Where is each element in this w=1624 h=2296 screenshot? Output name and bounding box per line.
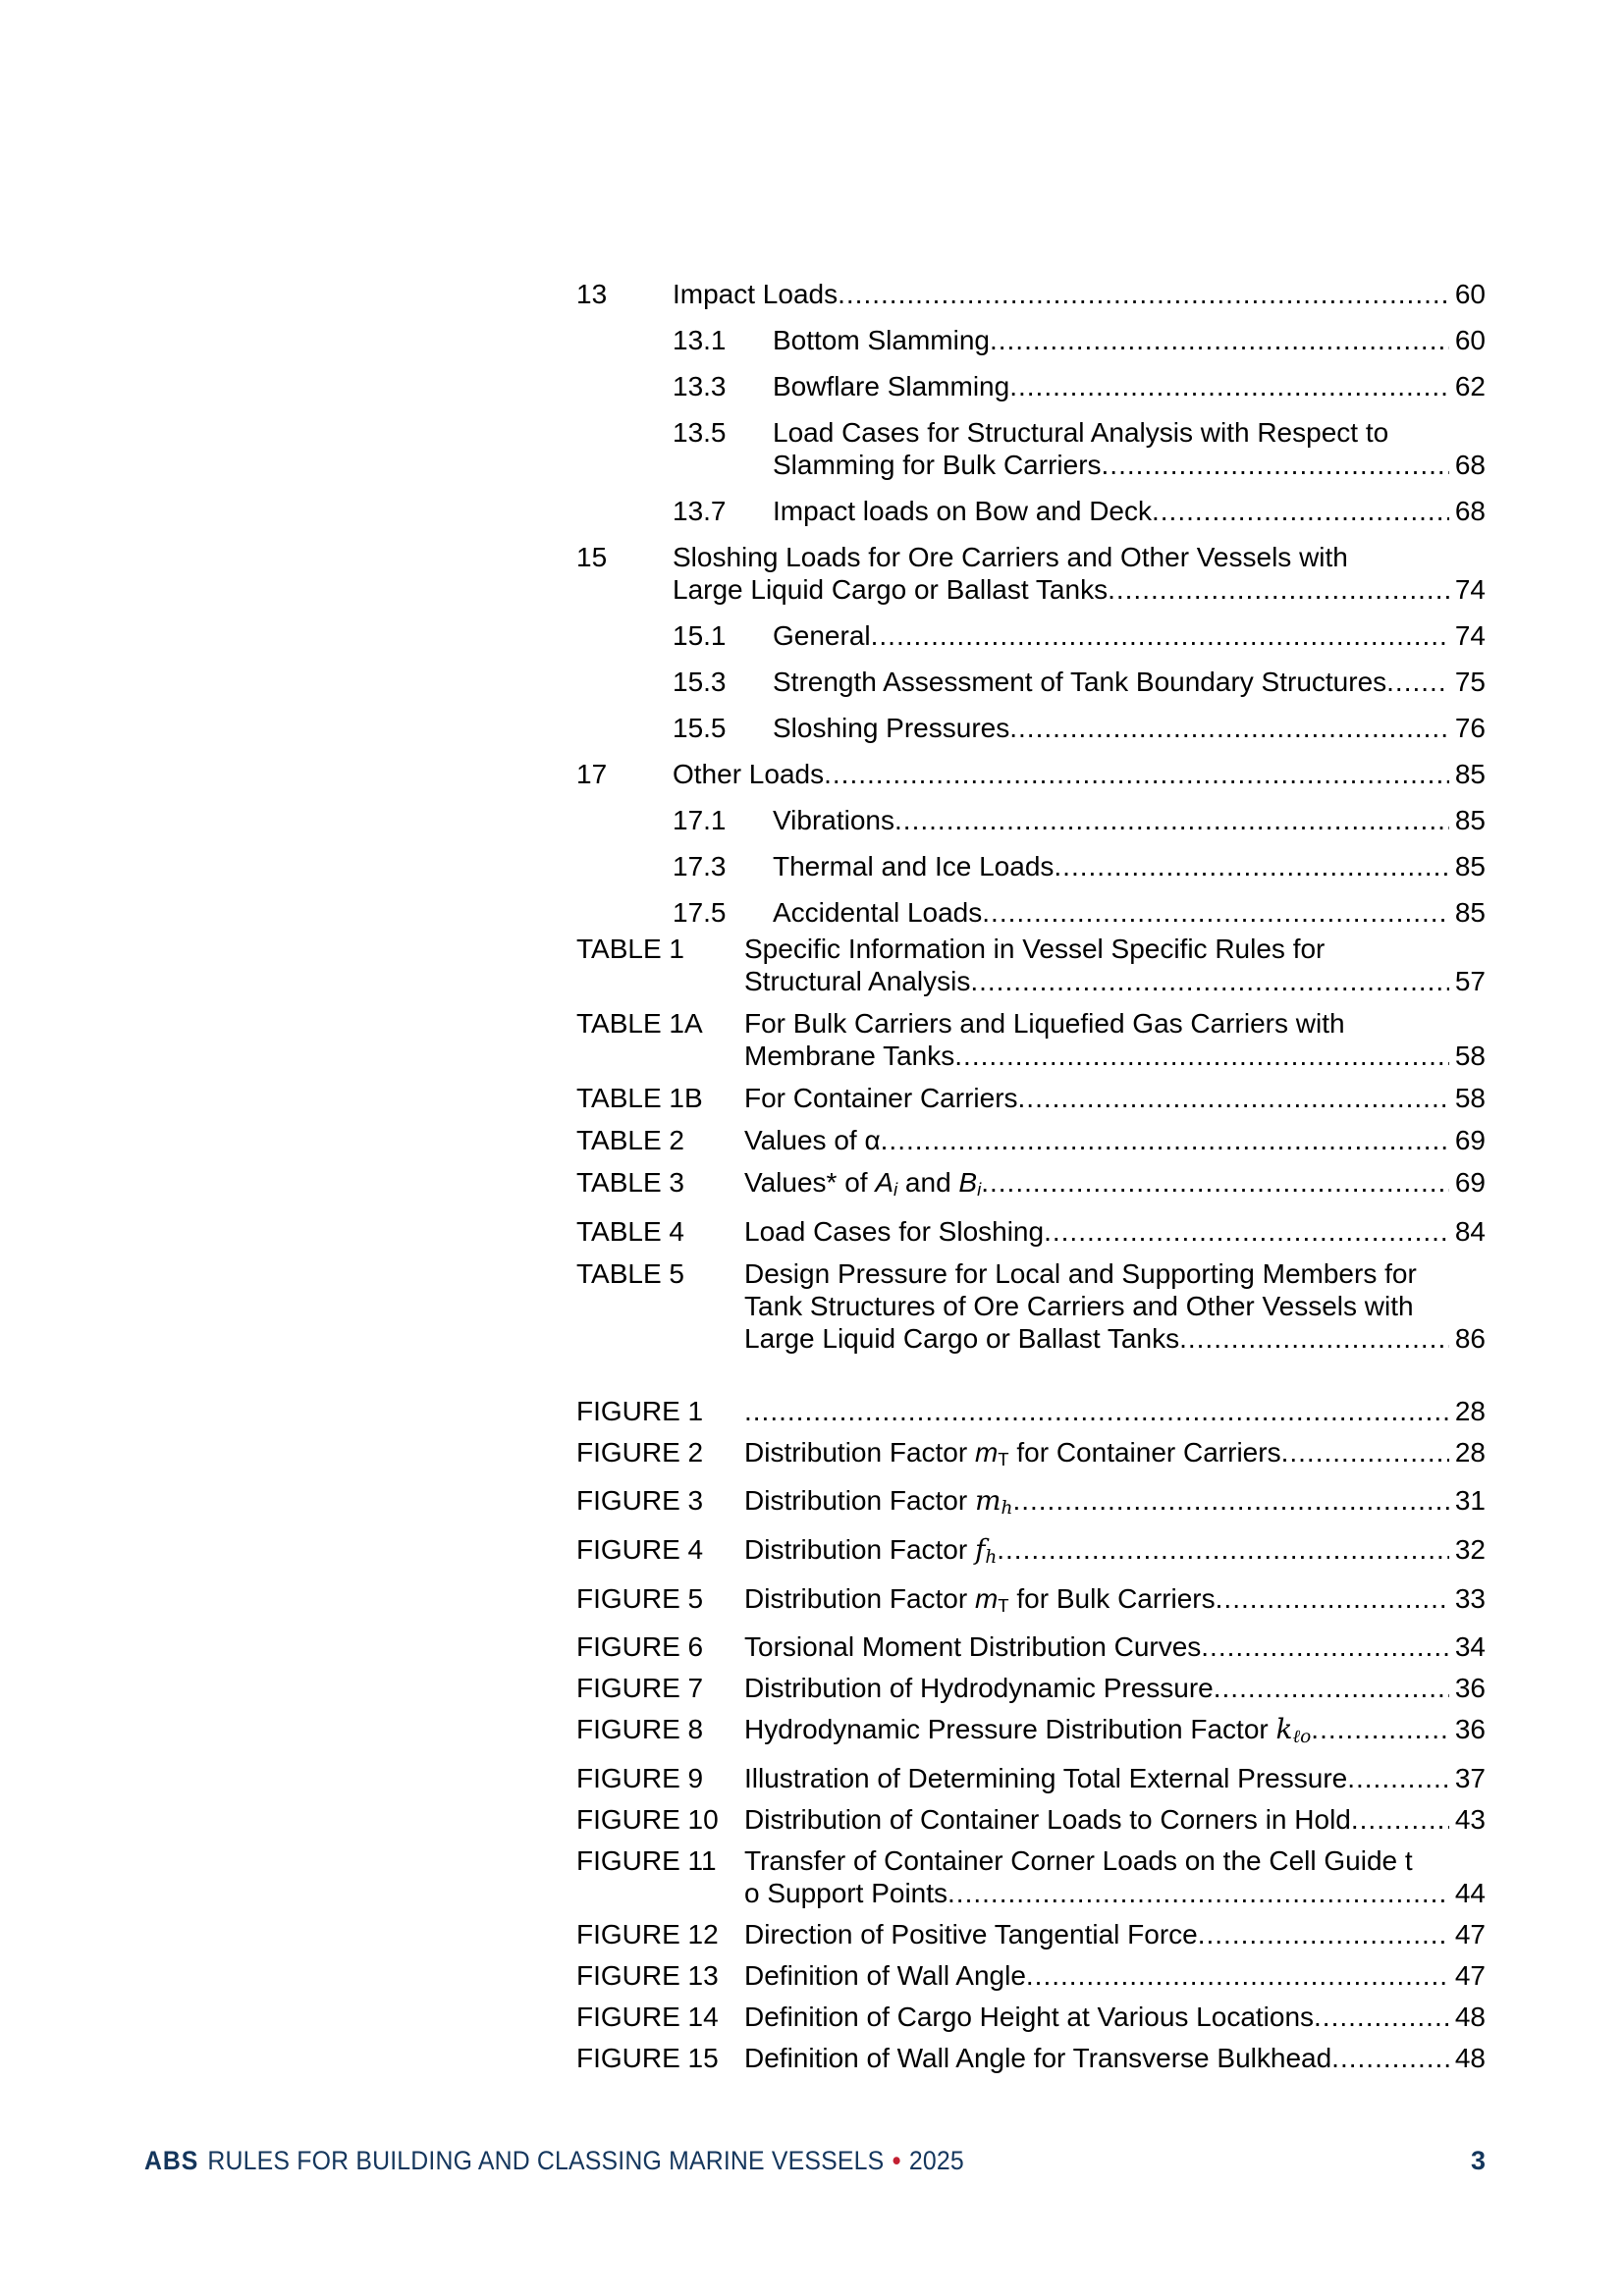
title-text: Distribution Factor [744,1437,975,1468]
toc-entry-number: 13.7 [673,496,727,526]
toc-entry [576,1124,1486,1156]
title-text: Load Cases for Structural Analysis with Respect to [773,417,1389,448]
toc-entry [576,1582,1486,1622]
toc-entry [576,2042,1486,2074]
dot-leader [1012,1484,1448,1517]
toc-entry-number: 17.5 [673,897,727,928]
toc-entry [576,541,1486,606]
toc-entry-number: FIGURE 13 [576,1960,719,1992]
dot-leader [1108,573,1449,606]
toc-entry-number: FIGURE 1 [576,1396,704,1426]
dot-leader [997,1533,1449,1566]
toc-entry-title [773,619,1486,652]
math-symbol: i [977,1179,982,1201]
toc-section-list [576,278,1486,942]
toc-entry [576,1762,1486,1794]
title-text: For Container Carriers [744,1083,1018,1113]
math-symbol: h [1001,1498,1013,1520]
dot-leader [954,1040,1449,1072]
dot-leader [1179,1322,1449,1355]
toc-entry-title [773,850,1486,882]
math-symbol: T [998,1449,1009,1470]
dot-leader [881,1124,1449,1156]
title-text: Other Loads [673,759,825,789]
toc-entry-number: TABLE 2 [576,1125,684,1155]
toc-entry [576,758,1486,790]
title-text: Sloshing Loads for Ore Carriers and Other Vessels with [673,542,1348,572]
toc-entry-page: 28 [1454,1437,1486,1468]
dot-leader [990,324,1449,356]
toc-entry-title [744,2001,1486,2033]
toc-entry-title [744,1257,1486,1355]
toc-entry-number: 15.5 [673,713,727,743]
toc-entry [576,1436,1486,1475]
toc-entry [576,278,1486,310]
toc-entry-number: TABLE 1 [576,934,684,964]
dot-leader [982,896,1449,929]
toc-entry-page: 84 [1454,1216,1486,1248]
dot-leader [824,758,1449,790]
toc-entry-page: 60 [1454,325,1486,355]
title-text: Illustration of Determining Total External Pressure [744,1763,1348,1794]
title-text: Large Liquid Cargo or Ballast Tanks [673,574,1109,605]
dot-leader [1311,1713,1449,1745]
toc-entry-title [744,1082,1486,1114]
abs-logo-text: ABS [144,2146,199,2175]
toc-entry-page: 62 [1454,371,1486,401]
toc-entry-title [673,541,1486,606]
title-text: Direction of Positive Tangential Force [744,1919,1198,1950]
toc-entry-number: TABLE 1B [576,1083,703,1113]
toc-entry-page: 47 [1454,1960,1486,1992]
dot-leader [1152,495,1449,527]
toc-entry [576,1395,1486,1427]
dot-leader [744,1395,1449,1427]
title-text: Distribution Factor [744,1485,975,1517]
toc-entry-page: 75 [1454,667,1486,697]
toc-entry-number: FIGURE 5 [576,1583,704,1615]
toc-entry-page: 32 [1454,1534,1486,1566]
dot-leader [1009,370,1449,402]
toc-entry-page: 58 [1454,1041,1486,1071]
toc-entry-title [744,1215,1486,1248]
dot-leader [970,965,1449,997]
toc-entry-title [673,278,1486,310]
toc-entry [673,416,1486,481]
toc-entry [576,1533,1486,1574]
toc-entry [576,1844,1486,1909]
toc-entry-title [744,933,1486,997]
toc-entry-title [673,758,1486,790]
math-symbol: i [893,1179,898,1201]
toc-entry-page: 33 [1454,1583,1486,1615]
toc-entry [576,1959,1486,1992]
toc-entry-number: TABLE 1A [576,1008,703,1039]
toc-entry [576,933,1486,997]
title-text: o Support Points [744,1878,948,1909]
toc-entry-number: 13 [576,279,608,309]
dot-leader [1044,1215,1449,1248]
dot-leader [1018,1082,1449,1114]
title-text: General [773,620,871,651]
dot-leader [1026,1959,1449,1992]
title-text: Definition of Cargo Height at Various Locations [744,2002,1315,2033]
toc-entry-page: 85 [1454,759,1486,789]
dot-leader [894,804,1449,836]
toc-entry-number: FIGURE 14 [576,2002,719,2033]
toc-entry [673,804,1486,836]
toc-entry-page: 36 [1454,1714,1486,1745]
toc-entry-number: 15 [576,542,608,572]
dot-leader [1054,850,1448,882]
toc-entry-page: 74 [1454,620,1486,651]
toc-entry-title [773,804,1486,836]
title-text: Sloshing Pressures [773,713,1010,743]
title-text: Values of α [744,1125,881,1155]
dot-leader [1351,1803,1449,1836]
dot-leader [1216,1582,1449,1615]
toc-entry-title [744,1124,1486,1156]
toc-entry-title [744,1533,1486,1574]
toc-entry-number: TABLE 4 [576,1216,684,1248]
toc-entry-page: 28 [1454,1396,1486,1426]
toc-entry-title [744,1713,1486,1753]
title-text: Design Pressure for Local and Supporting Members for [744,1258,1417,1290]
math-symbol: m [974,1484,1001,1518]
toc-entry-page: 48 [1454,2002,1486,2033]
toc-entry-number: 13.3 [673,371,727,401]
toc-entry-number: 17.3 [673,851,727,881]
toc-entry-page: 74 [1454,574,1486,605]
math-symbol: k [1275,1713,1293,1746]
toc-entry [576,1082,1486,1114]
toc-entry [576,1630,1486,1663]
math-symbol: f [974,1533,986,1567]
toc-entry [673,850,1486,882]
toc-entry [576,2001,1486,2033]
toc-entry-title [773,370,1486,402]
title-text: for Container Carriers [1008,1437,1281,1468]
title-text: Slamming for Bulk Carriers [773,450,1102,480]
toc-entry [576,1713,1486,1753]
toc-entry [673,370,1486,402]
toc-entry-number: FIGURE 6 [576,1631,704,1663]
toc-entry-title [773,896,1486,929]
title-text: for Bulk Carriers [1008,1583,1216,1615]
title-text: Hydrodynamic Pressure Distribution Factor [744,1714,1276,1745]
toc-entry-number: FIGURE 7 [576,1673,704,1704]
toc-entry-title [744,1803,1486,1836]
title-text: Vibrations [773,805,895,835]
title-text: Tank Structures of Ore Carriers and Other Vessels with [744,1291,1414,1322]
math-symbol: T [998,1595,1009,1617]
toc-entry-page: 69 [1454,1125,1486,1155]
title-text: Large Liquid Cargo or Ballast Tanks [744,1323,1180,1355]
title-text: Transfer of Container Corner Loads on the Cell Guide t [744,1845,1413,1877]
title-text: Specific Information in Vessel Specific Rules for [744,934,1326,964]
toc-entry-title [744,1582,1486,1622]
toc-entry [576,1257,1486,1355]
title-text: Impact loads on Bow and Deck [773,496,1152,526]
page-footer [144,2146,1486,2176]
toc-entry [673,619,1486,652]
math-symbol: m [974,1583,999,1615]
title-text: Distribution Factor [744,1583,975,1615]
toc-entry-number: FIGURE 12 [576,1919,719,1950]
toc-entry-title [744,1007,1486,1072]
toc-entry-title [744,1395,1486,1427]
title-text: Bowflare Slamming [773,371,1010,401]
toc-entry-title [744,2042,1486,2074]
math-symbol: ℓo [1292,1727,1312,1748]
toc-entry-title [744,1762,1486,1794]
toc-entry [673,896,1486,929]
title-text: Definition of Wall Angle [744,1960,1026,1992]
dot-leader [1331,2042,1449,2074]
toc-entry-page: 57 [1454,966,1486,996]
toc-entry-title [744,1484,1486,1524]
toc-entry-page: 60 [1454,279,1486,309]
toc-entry-page: 69 [1454,1167,1486,1198]
toc-entry-title [773,416,1486,481]
title-text: Impact Loads [673,279,839,309]
toc-entry-title [744,1918,1486,1950]
title-text: For Bulk Carriers and Liquefied Gas Carriers with [744,1008,1345,1039]
toc-entry-page: 34 [1454,1631,1486,1663]
toc-entry-page: 31 [1454,1485,1486,1517]
toc-entry-number: 17.1 [673,805,727,835]
toc-entry-number: FIGURE 10 [576,1804,719,1836]
toc-entry-number: FIGURE 4 [576,1534,704,1566]
toc-entry-title [744,1166,1486,1205]
toc-entry [576,1166,1486,1205]
dot-leader [1201,1630,1449,1663]
math-symbol: B [958,1167,978,1198]
dot-leader [1386,666,1449,698]
dot-leader [1314,2001,1449,2033]
dot-leader [1281,1436,1449,1468]
toc-entry-number: 17 [576,759,608,789]
toc-entry-number: 13.5 [673,417,727,448]
toc-entry-title [744,1844,1486,1909]
footer-bullet-separator: • [892,2146,901,2175]
toc-entry-number: FIGURE 8 [576,1714,704,1745]
toc-entry-page: 76 [1454,713,1486,743]
dot-leader [1347,1762,1449,1794]
toc-entry-title [744,1436,1486,1475]
toc-entry-page: 47 [1454,1919,1486,1950]
title-text: Distribution of Hydrodynamic Pressure [744,1673,1214,1704]
toc-entry-number: TABLE 5 [576,1258,684,1290]
toc-entry-page: 37 [1454,1763,1486,1794]
page-number: 3 [1470,2146,1486,2175]
toc-entry-page: 36 [1454,1673,1486,1704]
title-text: Strength Assessment of Tank Boundary Structures [773,667,1387,697]
toc-entry-title [744,1959,1486,1992]
toc-entry-number: FIGURE 2 [576,1437,704,1468]
toc-entry-number: TABLE 3 [576,1167,684,1198]
footer-year: 2025 [908,2146,964,2175]
dot-leader [1214,1672,1449,1704]
toc-entry [673,324,1486,356]
toc-entry-title [744,1672,1486,1704]
toc-entry [576,1672,1486,1704]
toc-entry-page: 85 [1454,805,1486,835]
toc-entry-page: 58 [1454,1083,1486,1113]
toc-entry [673,495,1486,527]
title-text: Structural Analysis [744,966,971,996]
toc-entry-page: 43 [1454,1804,1486,1836]
toc-entry [576,1918,1486,1950]
math-symbol: A [875,1167,894,1198]
toc-entry-number: 15.1 [673,620,727,651]
toc-figure-list [576,1395,1486,2083]
dot-leader [981,1166,1449,1199]
toc-entry-title [773,666,1486,698]
toc-entry [576,1007,1486,1072]
toc-entry-page: 68 [1454,450,1486,480]
toc-entry-title [773,324,1486,356]
toc-entry-page: 85 [1454,851,1486,881]
toc-entry [673,712,1486,744]
title-text: Bottom Slamming [773,325,990,355]
title-text: Load Cases for Sloshing [744,1216,1045,1248]
toc-entry-title [744,1630,1486,1663]
toc-entry-number: 15.3 [673,667,727,697]
toc-entry [576,1215,1486,1248]
dot-leader [1102,449,1449,481]
toc-entry-page: 44 [1454,1878,1486,1909]
toc-entry [576,1484,1486,1524]
toc-entry-page: 85 [1454,897,1486,928]
title-text: Thermal and Ice Loads [773,851,1055,881]
toc-entry-title [773,495,1486,527]
toc-entry [673,666,1486,698]
toc-entry-title [773,712,1486,744]
toc-entry-number: FIGURE 15 [576,2043,719,2074]
title-text: Distribution Factor [744,1534,975,1566]
footer-title-text: RULES FOR BUILDING AND CLASSING MARINE VESSELS [207,2146,885,2175]
dot-leader [947,1877,1449,1909]
title-text: Accidental Loads [773,897,983,928]
toc-entry-page: 48 [1454,2043,1486,2074]
math-symbol: h [985,1547,998,1569]
toc-entry-page: 68 [1454,496,1486,526]
dot-leader [1198,1918,1449,1950]
toc-entry-number: FIGURE 11 [576,1845,717,1877]
dot-leader [838,278,1449,310]
toc-entry-number: FIGURE 9 [576,1763,704,1794]
dot-leader [1009,712,1449,744]
title-text: Membrane Tanks [744,1041,955,1071]
dot-leader [871,619,1449,652]
toc-entry [576,1803,1486,1836]
title-text: Torsional Moment Distribution Curves [744,1631,1202,1663]
toc-table-list [576,933,1486,1364]
toc-entry-number: 13.1 [673,325,727,355]
title-text: and [897,1167,959,1198]
math-symbol: m [974,1437,999,1468]
toc-entry-page: 86 [1454,1323,1486,1355]
title-text: Definition of Wall Angle for Transverse Bulkhead [744,2043,1332,2074]
footer-rule-title [144,2146,964,2176]
title-text: Distribution of Container Loads to Corners in Hold [744,1804,1351,1836]
toc-entry-number: FIGURE 3 [576,1485,704,1517]
title-text: Values* of [744,1167,876,1198]
